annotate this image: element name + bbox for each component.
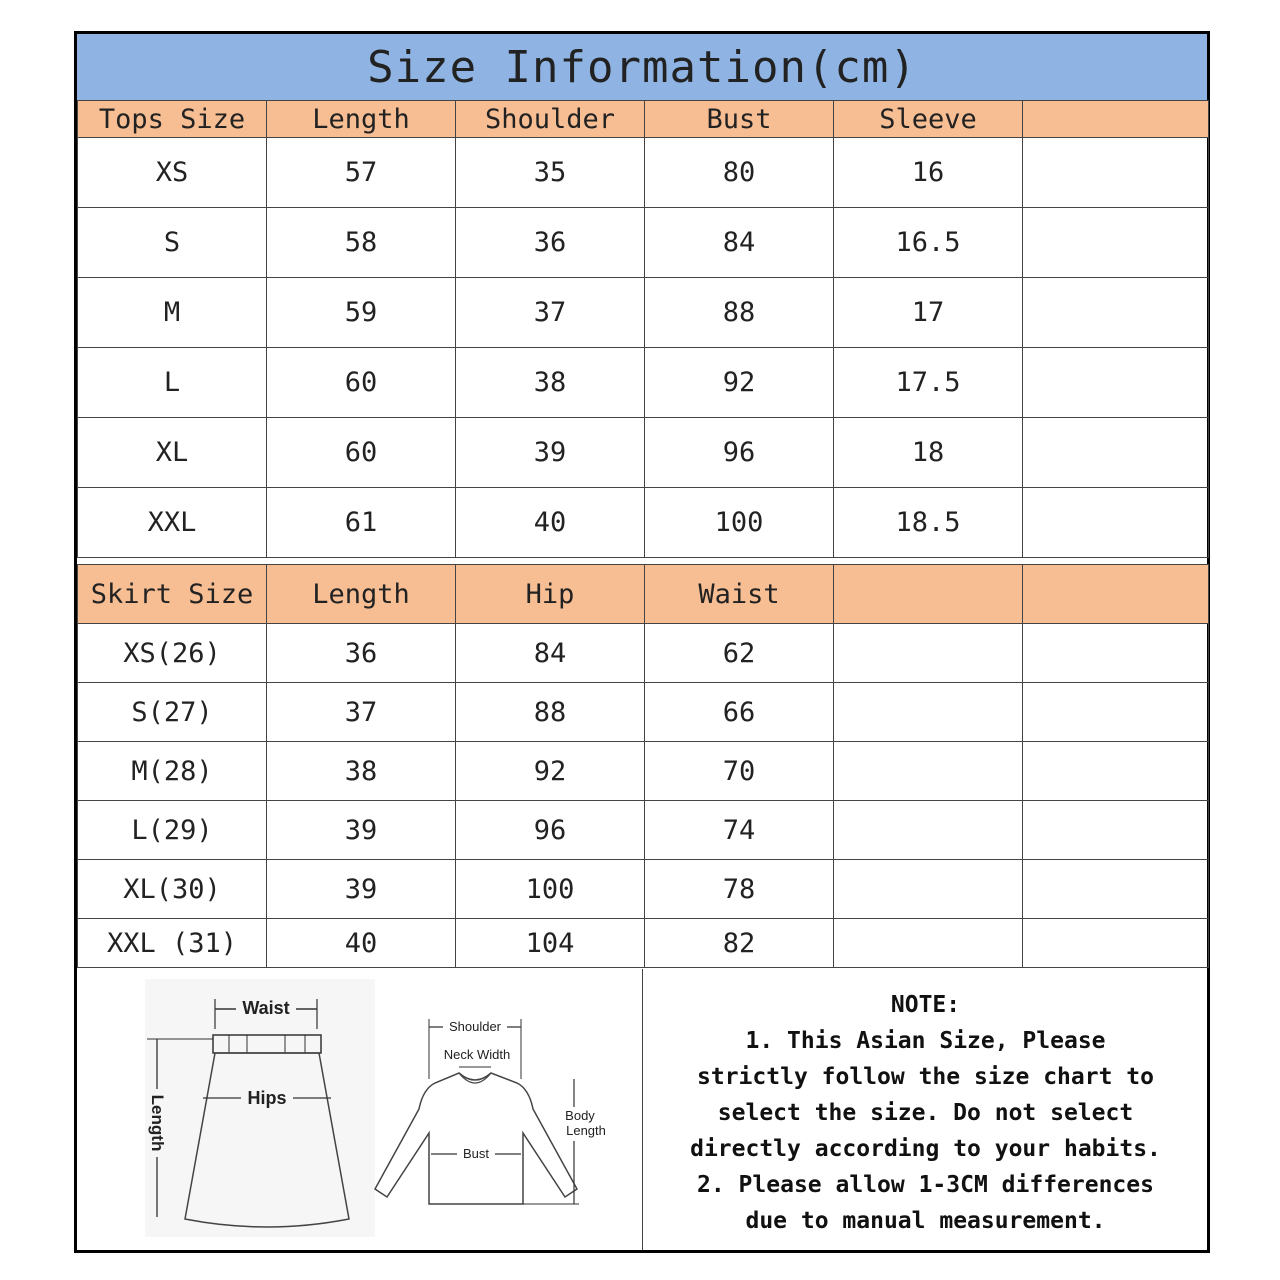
table-cell: 60: [267, 348, 456, 418]
table-row: [78, 278, 1209, 348]
sweater-outline: [375, 1073, 577, 1204]
header-cell: Bust: [645, 101, 834, 138]
header-cell: [1023, 101, 1209, 138]
table-cell: 37: [456, 278, 645, 348]
table-cell: M: [78, 278, 267, 348]
table-cell: 17: [834, 278, 1023, 348]
table-cell: [834, 624, 1023, 683]
header-cell: [1023, 565, 1209, 624]
table-row: [78, 742, 1209, 801]
note-line: due to manual measurement.: [745, 1208, 1106, 1234]
header-cell: Tops Size: [78, 101, 267, 138]
table-cell: 36: [267, 624, 456, 683]
table-cell: [1023, 742, 1209, 801]
table-cell: 100: [456, 860, 645, 919]
header-cell: Length: [267, 101, 456, 138]
table-cell: 16: [834, 138, 1023, 208]
table-cell: XL: [78, 418, 267, 488]
header-cell: Length: [267, 565, 456, 624]
table-cell: 60: [267, 418, 456, 488]
table-cell: XXL: [78, 488, 267, 558]
table-cell: 59: [267, 278, 456, 348]
table-row: [78, 801, 1209, 860]
table-cell: 80: [645, 138, 834, 208]
measurement-illustration: [77, 969, 643, 1250]
body-length-label-1: Body: [565, 1108, 595, 1123]
table-cell: 16.5: [834, 208, 1023, 278]
note-line: NOTE:: [890, 992, 961, 1018]
hips-label: Hips: [247, 1088, 287, 1108]
table-cell: [1023, 208, 1209, 278]
body-length-label-2: Length: [566, 1123, 606, 1138]
table-cell: 88: [645, 278, 834, 348]
table-row: [78, 208, 1209, 278]
table-cell: XS: [78, 138, 267, 208]
skirt-diagram: [145, 979, 375, 1237]
table-cell: S: [78, 208, 267, 278]
table-cell: S(27): [78, 683, 267, 742]
note-line: 2. Please allow 1-3CM differences: [697, 1172, 1154, 1198]
note-line: 1. This Asian Size, Please: [745, 1028, 1106, 1054]
header-cell: Waist: [645, 565, 834, 624]
table-cell: [1023, 418, 1209, 488]
table-cell: 92: [645, 348, 834, 418]
table-row: [78, 683, 1209, 742]
table-cell: 96: [456, 801, 645, 860]
table-cell: XXL (31): [78, 919, 267, 968]
table-cell: 39: [267, 801, 456, 860]
header-cell: Hip: [456, 565, 645, 624]
note-line: select the size. Do not select: [717, 1100, 1134, 1126]
table-row: [78, 488, 1209, 558]
table-cell: [1023, 278, 1209, 348]
table-cell: [1023, 348, 1209, 418]
length-label: Length: [148, 1094, 167, 1152]
size-note: [643, 969, 1208, 1250]
table-cell: 38: [267, 742, 456, 801]
table-cell: 35: [456, 138, 645, 208]
table-cell: [834, 919, 1023, 968]
table-cell: L(29): [78, 801, 267, 860]
table-cell: [1023, 919, 1209, 968]
table-cell: 57: [267, 138, 456, 208]
table-cell: 74: [645, 801, 834, 860]
skirt-header-row: [78, 565, 1209, 624]
table-cell: XL(30): [78, 860, 267, 919]
table-cell: 96: [645, 418, 834, 488]
table-cell: L: [78, 348, 267, 418]
waist-label: Waist: [242, 998, 290, 1018]
table-cell: [834, 683, 1023, 742]
table-cell: 104: [456, 919, 645, 968]
table-cell: 84: [645, 208, 834, 278]
table-row: [78, 919, 1209, 968]
table-cell: 36: [456, 208, 645, 278]
table-cell: 17.5: [834, 348, 1023, 418]
table-cell: 18: [834, 418, 1023, 488]
table-cell: 40: [456, 488, 645, 558]
bust-label: Bust: [462, 1146, 490, 1161]
table-cell: [1023, 801, 1209, 860]
neck-width-label: Neck Width: [443, 1047, 511, 1062]
table-cell: 61: [267, 488, 456, 558]
header-cell: Skirt Size: [78, 565, 267, 624]
skirt-size-table: [77, 564, 1209, 968]
note-line: strictly follow the size chart to: [697, 1064, 1154, 1090]
table-cell: XS(26): [78, 624, 267, 683]
measurement-diagram: [77, 969, 642, 1250]
table-row: [78, 624, 1209, 683]
table-cell: 92: [456, 742, 645, 801]
table-cell: [1023, 488, 1209, 558]
table-row: [78, 418, 1209, 488]
table-cell: 66: [645, 683, 834, 742]
table-cell: [1023, 624, 1209, 683]
size-chart: [74, 31, 1210, 1253]
table-cell: 38: [456, 348, 645, 418]
table-cell: 100: [645, 488, 834, 558]
header-cell: [834, 565, 1023, 624]
header-cell: Shoulder: [456, 101, 645, 138]
table-cell: 58: [267, 208, 456, 278]
table-cell: [834, 801, 1023, 860]
table-cell: [1023, 860, 1209, 919]
table-cell: 37: [267, 683, 456, 742]
table-cell: 78: [645, 860, 834, 919]
table-cell: [834, 860, 1023, 919]
header-cell: Sleeve: [834, 101, 1023, 138]
table-row: [78, 860, 1209, 919]
table-cell: 62: [645, 624, 834, 683]
table-cell: 82: [645, 919, 834, 968]
chart-title: Size Information(cm): [77, 34, 1207, 101]
table-row: [78, 138, 1209, 208]
table-cell: M(28): [78, 742, 267, 801]
table-cell: 39: [267, 860, 456, 919]
table-cell: 70: [645, 742, 834, 801]
bottom-section: [77, 969, 1208, 1250]
top-diagram: [375, 1019, 607, 1204]
table-cell: 40: [267, 919, 456, 968]
tops-size-table: [77, 100, 1209, 558]
table-cell: [834, 742, 1023, 801]
table-cell: 39: [456, 418, 645, 488]
table-cell: [1023, 138, 1209, 208]
tops-header-row: [78, 101, 1209, 138]
note-line: directly according to your habits.: [690, 1136, 1161, 1162]
table-row: [78, 348, 1209, 418]
table-cell: [1023, 683, 1209, 742]
table-cell: 88: [456, 683, 645, 742]
shoulder-label: Shoulder: [448, 1019, 502, 1034]
table-cell: 18.5: [834, 488, 1023, 558]
table-cell: 84: [456, 624, 645, 683]
